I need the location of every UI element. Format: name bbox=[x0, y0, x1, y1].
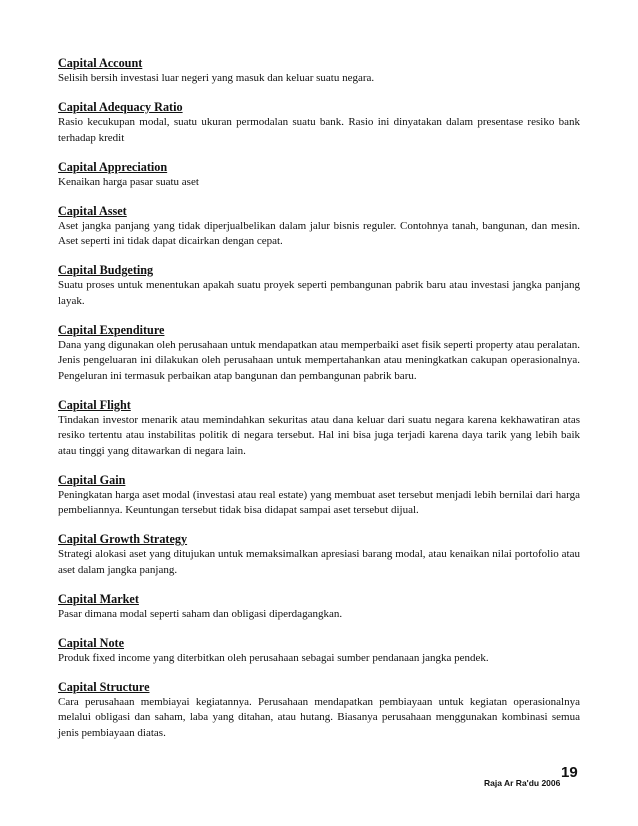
glossary-entry bbox=[58, 680, 580, 742]
entry-term: Capital Account bbox=[58, 56, 143, 70]
glossary-entry bbox=[58, 100, 580, 146]
entry-term: Capital Note bbox=[58, 635, 125, 650]
entry-term: Capital Expenditure bbox=[58, 322, 165, 337]
entry-term: Capital Appreciation bbox=[58, 159, 168, 174]
glossary-entry bbox=[58, 204, 580, 250]
entry-term: Capital Adequacy Ratio bbox=[58, 100, 183, 114]
glossary-entry bbox=[58, 263, 580, 309]
entry-term: Capital Flight bbox=[58, 397, 131, 412]
entry-definition: Kenaikan harga pasar suatu aset bbox=[58, 175, 199, 188]
entry-definition: Rasio kecukupan modal, suatu ukuran permodalan suatu bank. Rasio ini dinyatakan dalam presentase resiko bank terhadap kredit bbox=[58, 116, 580, 144]
entry-definition: Dana yang digunakan oleh perusahaan untuk mendapatkan atau memperbaiki aset fisik seperti property atau peralatan. Jenis pengeluaran ini dilakukan oleh perusahaan untuk mempertahankan atau meningkatkan cakupan operasionalnya. Pengeluran ini termasuk perbaikan atap bangunan dan pembangunan pabrik baru. bbox=[58, 338, 580, 382]
glossary-entry bbox=[58, 323, 580, 385]
glossary-entry bbox=[58, 592, 580, 623]
footer-credit: Raja Ar Ra'du 2006 bbox=[484, 778, 561, 788]
glossary-entry bbox=[58, 56, 580, 87]
entry-definition: Peningkatan harga aset modal (investasi atau real estate) yang membuat aset tersebut menjadi lebih bernilai dari harga pembeliannya. Keuntungan tersebut tidak bisa didapat sampai aset tersebut dijual. bbox=[58, 488, 580, 516]
entry-definition: Cara perusahaan membiayai kegiatannya. Perusahaan mendapatkan pembiayaan untuk kegiatan operasionalnya melalui obligasi dan saham, laba yang ditahan, atau hutang. Biasanya perusahaan menggunakan kombinasi semua jenis pembiayaan diatas. bbox=[58, 695, 580, 739]
entry-definition: Selisih bersih investasi luar negeri yang masuk dan keluar suatu negara. bbox=[58, 72, 375, 84]
entry-definition: Aset jangka panjang yang tidak diperjualbelikan dalam jalur bisnis reguler. Contohnya tanah, bangunan, dan mesin. Aset seperti ini tidak dapat dicairkan dengan cepat. bbox=[58, 219, 580, 247]
entry-term: Capital Market bbox=[58, 591, 139, 606]
entry-term: Capital Structure bbox=[58, 679, 150, 694]
glossary-entry bbox=[58, 398, 580, 460]
glossary-entry bbox=[58, 532, 580, 578]
entry-term: Capital Budgeting bbox=[58, 263, 154, 277]
entry-definition: Tindakan investor menarik atau memindahkan sekuritas atau dana keluar dari suatu negara karena kekhawatiran atas resiko tertentu atau instabilitas politik di negara tersebut. Hal ini bisa juga terjadi karena daya tarik yang lebih baik atau tinggi yang ditawarkan di negara lain. bbox=[58, 413, 580, 457]
page-number: 19 bbox=[561, 764, 578, 781]
entry-definition: Strategi alokasi aset yang ditujukan untuk memaksimalkan apresiasi barang modal, atau kenaikan nilai portofolio atau aset dalam jangka panjang. bbox=[58, 548, 580, 576]
entry-term: Capital Gain bbox=[58, 472, 126, 487]
glossary-page bbox=[58, 56, 580, 755]
entry-definition: Pasar dimana modal seperti saham dan obligasi diperdagangkan. bbox=[58, 607, 343, 620]
glossary-entry bbox=[58, 636, 580, 667]
glossary-entry bbox=[58, 473, 580, 519]
entry-term: Capital Growth Strategy bbox=[58, 532, 188, 546]
entry-definition: Suatu proses untuk menentukan apakah suatu proyek seperti pembangunan pabrik baru atau investasi jangka panjang layak. bbox=[58, 279, 580, 307]
glossary-entry bbox=[58, 160, 580, 191]
entry-term: Capital Asset bbox=[58, 203, 127, 218]
entry-definition: Produk fixed income yang diterbitkan oleh perusahaan sebagai sumber pendanaan jangka pendek. bbox=[58, 651, 489, 664]
